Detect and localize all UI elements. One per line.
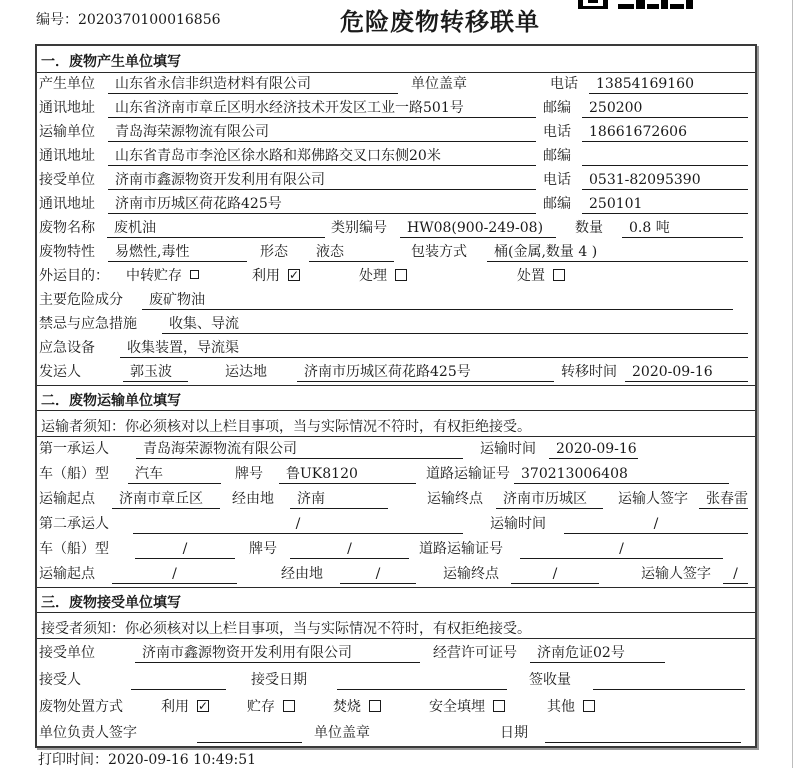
- purpose-treat-checkbox[interactable]: [395, 269, 407, 281]
- disposal-utilize-checkbox-label: 利用: [161, 699, 189, 715]
- form-row: [37, 462, 755, 487]
- accept-person-field[interactable]: [131, 673, 226, 690]
- purpose-utilize-checkbox[interactable]: ✓: [288, 267, 300, 282]
- origin2-field[interactable]: /: [112, 566, 237, 584]
- form-row: [37, 265, 755, 289]
- plate1-field[interactable]: 鲁UK8120: [279, 466, 416, 484]
- quantity-label: 数量: [575, 220, 603, 236]
- purpose-transit-storage-checkbox[interactable]: [190, 270, 199, 279]
- license-field[interactable]: 济南危证02号: [530, 645, 665, 663]
- form-row: [37, 289, 755, 313]
- purpose-dispose-checkbox-label: 处置: [517, 268, 545, 284]
- form-row: [37, 512, 755, 537]
- section-generator-header: 一．废物产生单位填写: [37, 46, 755, 73]
- license-label: 经营许可证号: [433, 645, 517, 661]
- form-row: [37, 562, 755, 587]
- origin1-label: 运输起点: [39, 491, 95, 507]
- disposal-landfill-checkbox[interactable]: [493, 700, 505, 712]
- receiver-address-label: 通讯地址: [39, 196, 95, 212]
- hazardous-component-label: 主要危险成分: [39, 292, 123, 308]
- accept-unit-field[interactable]: 济南市鑫源物资开发利用有限公司: [135, 645, 420, 663]
- form-state-label: 形态: [260, 244, 288, 260]
- form-row: [37, 193, 755, 217]
- transfer-purpose-label: 外运目的：: [39, 268, 109, 284]
- terminal2-field[interactable]: /: [511, 566, 599, 584]
- serial-label: 编号：: [36, 12, 78, 28]
- generator-unit-label: 产生单位: [39, 76, 95, 92]
- via1-field[interactable]: 济南: [290, 491, 388, 509]
- section-receiver-header: 三．废物接受单位填写: [37, 587, 755, 613]
- waste-name-label: 废物名称: [39, 220, 95, 236]
- responsible-sign-field[interactable]: [197, 726, 302, 743]
- carrier-sign2-field[interactable]: /: [723, 566, 748, 584]
- date-label: 日期: [500, 725, 528, 741]
- generator-address-label: 通讯地址: [39, 100, 95, 116]
- section-transporter-notice: 运输者须知：你必须核对以上栏目事项，当与实际情况不符时，有权拒绝接受。: [37, 411, 755, 437]
- disposal-landfill-checkbox-label: 安全填埋: [429, 699, 485, 715]
- transport-date1-label: 运输时间: [480, 441, 536, 457]
- emergency-measures-label: 禁忌与应急措施: [39, 316, 137, 332]
- page-edge-line: [792, 0, 793, 768]
- waste-code-label: 类别编号: [331, 220, 387, 236]
- terminal1-field[interactable]: 济南市历城区: [496, 491, 603, 509]
- date-field[interactable]: [545, 726, 741, 743]
- transport-date2-field[interactable]: /: [564, 516, 748, 534]
- form-row: [37, 720, 755, 746]
- purpose-dispose-checkbox-group: [517, 265, 565, 286]
- via2-label: 经由地: [281, 566, 323, 582]
- generator-unit-field[interactable]: 山东省永信非织造材料有限公司: [108, 76, 398, 94]
- origin2-label: 运输起点: [39, 566, 95, 582]
- transporter-postcode-field[interactable]: [582, 149, 748, 166]
- disposal-other-checkbox-label: 其他: [547, 699, 575, 715]
- second-carrier-label: 第二承运人: [39, 516, 109, 532]
- road-permit1-field[interactable]: 370213006408: [514, 466, 729, 484]
- generator-postcode-label: 邮编: [543, 100, 571, 116]
- transfer-date-label: 转移时间: [561, 364, 617, 380]
- transporter-address-field[interactable]: 山东省青岛市李沧区徐水路和郑佛路交叉口东侧20米: [108, 148, 536, 166]
- emergency-equipment-field[interactable]: 收集装置，导流渠: [120, 340, 748, 358]
- purpose-transit-storage-checkbox-group: [126, 265, 199, 286]
- accept-date-field[interactable]: [337, 673, 507, 690]
- quantity-field[interactable]: 0.8 吨: [622, 220, 743, 238]
- receiver-postcode-label: 邮编: [543, 196, 571, 212]
- disposal-utilize-checkbox[interactable]: ✓: [197, 698, 209, 713]
- page-title: 危险废物转移联单: [340, 7, 540, 36]
- terminal2-label: 运输终点: [443, 566, 499, 582]
- vehicle-type2-field[interactable]: /: [135, 541, 235, 559]
- destination-label: 运达地: [225, 364, 267, 380]
- origin1-field[interactable]: 济南市章丘区: [112, 491, 220, 509]
- form-row: [37, 666, 755, 693]
- section-generator: [37, 46, 755, 385]
- purpose-dispose-checkbox[interactable]: [553, 269, 565, 281]
- section-transporter-header: 二．废物运输单位填写: [37, 385, 755, 411]
- packaging-label: 包装方式: [411, 244, 467, 260]
- accept-person-label: 接受人: [39, 672, 81, 688]
- form-row: [37, 487, 755, 512]
- generator-phone-label: 电话: [550, 76, 578, 92]
- unit-seal-label: 单位盖章: [411, 76, 467, 92]
- transporter-unit-label: 运输单位: [39, 124, 95, 140]
- print-time-label: 打印时间：: [38, 752, 108, 768]
- print-time-value: 2020-09-16 10:49:51: [108, 752, 257, 768]
- form-row: [37, 337, 755, 361]
- waste-property-label: 废物特性: [39, 244, 95, 260]
- disposal-other-checkbox-group: [547, 696, 595, 717]
- disposal-incinerate-checkbox[interactable]: [369, 700, 381, 712]
- plate1-label: 牌号: [235, 466, 263, 482]
- received-qty-field[interactable]: [593, 673, 745, 690]
- disposal-storage-checkbox[interactable]: [283, 700, 295, 712]
- form-row: [37, 313, 755, 337]
- form-row: [37, 537, 755, 562]
- accept-date-label: 接受日期: [251, 672, 307, 688]
- generator-postcode-field[interactable]: 250200: [582, 100, 748, 118]
- serial-value: 2020370100016856: [78, 12, 221, 28]
- hazardous-component-field[interactable]: 废矿物油: [142, 292, 733, 310]
- section-transporter: [37, 385, 755, 587]
- form-row: [37, 361, 755, 385]
- transporter-phone-field[interactable]: 18661672606: [582, 124, 748, 142]
- generator-address-field[interactable]: 山东省济南市章丘区明水经济技术开发区工业一路501号: [108, 100, 536, 118]
- disposal-method-label: 废物处置方式: [39, 699, 123, 715]
- carrier-sign1-field[interactable]: 张春雷: [699, 491, 748, 509]
- road-permit1-label: 道路运输证号: [426, 466, 510, 482]
- receiver-unit-field[interactable]: 济南市鑫源物资开发利用有限公司: [108, 172, 536, 190]
- form-row: [37, 217, 755, 241]
- vehicle-type1-field[interactable]: 汽车: [128, 466, 221, 484]
- form-row: [37, 169, 755, 193]
- carrier-sign1-label: 运输人签字: [618, 491, 688, 507]
- generator-phone-field[interactable]: 13854169160: [589, 76, 748, 94]
- unit-seal2-label: 单位盖章: [314, 725, 370, 741]
- purpose-utilize-checkbox-label: 利用: [252, 268, 280, 284]
- responsible-sign-label: 单位负责人签字: [39, 725, 137, 741]
- section-receiver: [37, 587, 755, 746]
- purpose-treat-checkbox-label: 处理: [359, 268, 387, 284]
- vehicle-type2-label: 车（船）型: [39, 541, 109, 557]
- emergency-measures-field[interactable]: 收集、导流: [162, 316, 748, 334]
- plate2-label: 牌号: [249, 541, 277, 557]
- form-row: [37, 145, 755, 169]
- form-table: [35, 44, 757, 748]
- disposal-incinerate-checkbox-group: [333, 696, 381, 717]
- receiver-postcode-field[interactable]: 250101: [582, 196, 748, 214]
- received-qty-label: 签收量: [529, 672, 571, 688]
- waste-name-field[interactable]: 废机油: [107, 220, 325, 238]
- form-row: [37, 693, 755, 720]
- receiver-unit-label: 接受单位: [39, 172, 95, 188]
- first-carrier-label: 第一承运人: [39, 441, 109, 457]
- consignor-label: 发运人: [39, 364, 81, 380]
- purpose-transit-storage-checkbox-label: 中转贮存: [126, 268, 182, 284]
- form-row: [37, 97, 755, 121]
- form-state-field[interactable]: 液态: [309, 244, 394, 262]
- waste-code-field[interactable]: HW08(900-249-08): [400, 220, 556, 238]
- form-row: [37, 437, 755, 462]
- disposal-utilize-checkbox-group: [161, 696, 209, 717]
- receiver-phone-field[interactable]: 0531-82095390: [582, 172, 748, 190]
- form-row: [37, 73, 755, 97]
- transfer-date-field[interactable]: 2020-09-16: [625, 364, 748, 382]
- transporter-phone-label: 电话: [543, 124, 571, 140]
- transporter-postcode-label: 邮编: [543, 148, 571, 164]
- road-permit2-field[interactable]: /: [520, 541, 723, 559]
- disposal-other-checkbox[interactable]: [583, 700, 595, 712]
- section-receiver-notice: 接受者须知：你必须核对以上栏目事项，当与实际情况不符时，有权拒绝接受。: [37, 613, 755, 639]
- transport-date1-field[interactable]: 2020-09-16: [549, 441, 638, 459]
- qr-code-fragment: [576, 0, 696, 10]
- transport-date2-label: 运输时间: [490, 516, 546, 532]
- packaging-field[interactable]: 桶(金属,数量 4 ): [487, 244, 748, 262]
- receiver-address-field[interactable]: 济南市历城区荷花路425号: [108, 196, 536, 214]
- destination-field[interactable]: 济南市历城区荷花路425号: [297, 364, 554, 382]
- first-carrier-field[interactable]: 青岛海荣源物流有限公司: [136, 441, 463, 459]
- second-carrier-field[interactable]: /: [133, 516, 463, 534]
- transporter-unit-field[interactable]: 青岛海荣源物流有限公司: [108, 124, 536, 142]
- consignor-field[interactable]: 郭玉波: [123, 364, 188, 382]
- disposal-landfill-checkbox-group: [429, 696, 505, 717]
- via1-label: 经由地: [232, 491, 274, 507]
- terminal1-label: 运输终点: [427, 491, 483, 507]
- form-row: [37, 121, 755, 145]
- via2-field[interactable]: /: [340, 566, 416, 584]
- accept-unit-label: 接受单位: [39, 645, 95, 661]
- plate2-field[interactable]: /: [290, 541, 409, 559]
- purpose-treat-checkbox-group: [359, 265, 407, 286]
- form-row: [37, 639, 755, 666]
- print-time: [38, 749, 256, 769]
- transporter-address-label: 通讯地址: [39, 148, 95, 164]
- waste-property-field[interactable]: 易燃性,毒性: [108, 244, 247, 262]
- receiver-phone-label: 电话: [543, 172, 571, 188]
- purpose-utilize-checkbox-group: [252, 265, 300, 286]
- form-row: [37, 241, 755, 265]
- emergency-equipment-label: 应急设备: [39, 340, 95, 356]
- vehicle-type1-label: 车（船）型: [39, 466, 109, 482]
- carrier-sign2-label: 运输人签字: [641, 566, 711, 582]
- disposal-incinerate-checkbox-label: 焚烧: [333, 699, 361, 715]
- disposal-storage-checkbox-group: [247, 696, 295, 717]
- disposal-storage-checkbox-label: 贮存: [247, 699, 275, 715]
- road-permit2-label: 道路运输证号: [419, 541, 503, 557]
